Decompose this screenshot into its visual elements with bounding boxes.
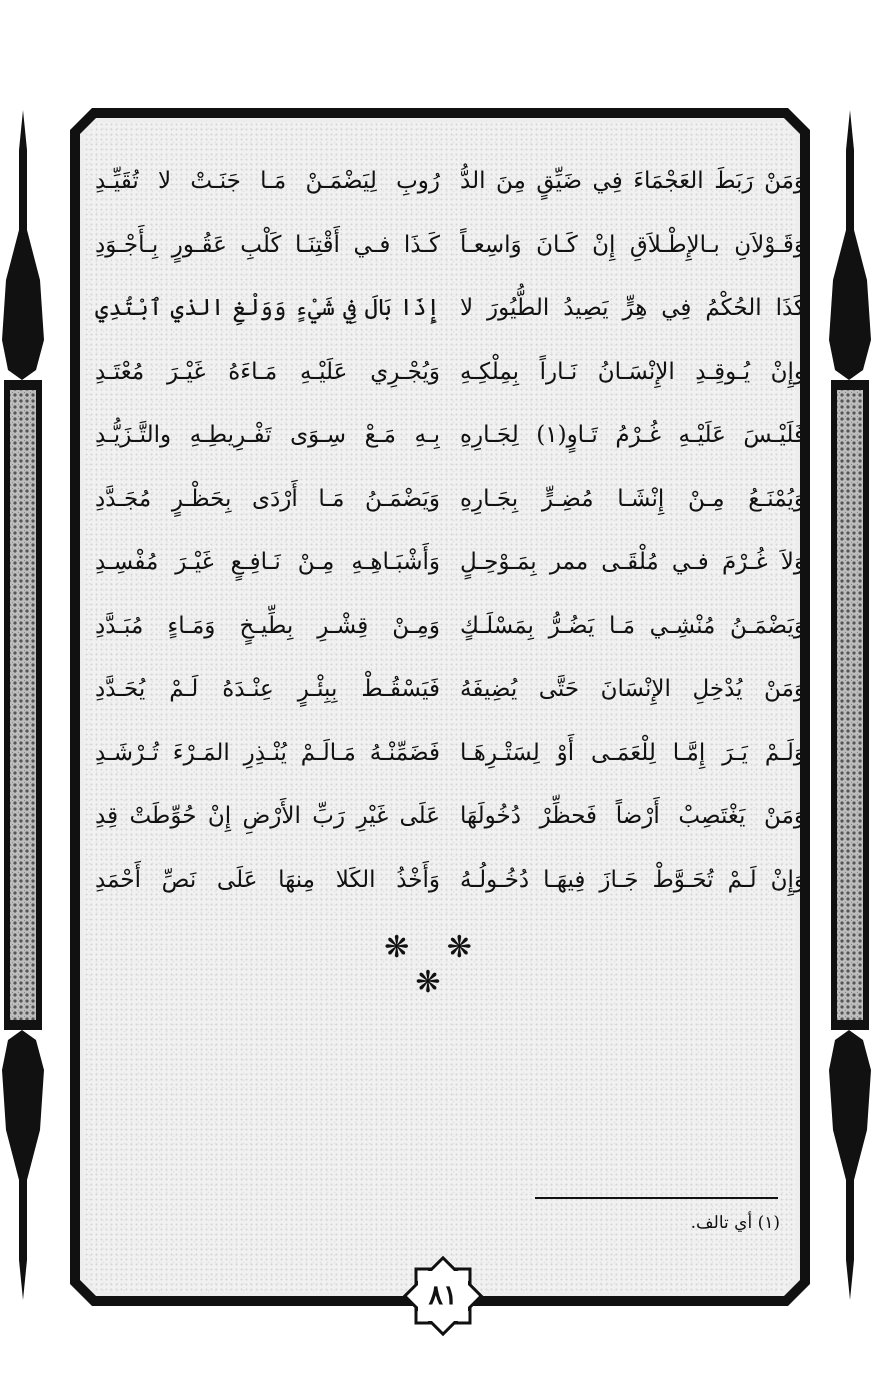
verse-line: وَأَشْبَـاهِـهِ مِـنْ نَـافِـعٍ غَيْـرَ مُفْسِـدِ <box>95 549 440 575</box>
verse-line: وَقَـوْلاَنِ بـالإِطْـلاَقِ إِنْ كَـانَ وَاسِعـاً <box>460 231 805 258</box>
verse-line: وَمِـنْ قِشْـرِ بِطِّيـخٍ وَمَـاءٍ مُبَـدَّدِ <box>95 612 440 639</box>
verse-line: فَيَسْقُـطْ بِبِئْـرٍ عِنْـدَهُ لَـمْ يُحَـدَّدِ <box>95 676 440 702</box>
verse-line: وَلاَ غُـرْمَ فـي مُلْقَـى ممر بِمَـوْحِـلٍ <box>460 549 805 575</box>
verse-line: وَيَضْمَـنُ مَـا أَرْدَى بِحَظْـرٍ مُجَـدَّدِ <box>95 485 440 512</box>
verse-line: فَلَيْـسَ عَلَيْـهِ غُـرْمُ تَـاوٍ(١) لِجَـارِهِ <box>460 422 805 448</box>
verse-line: وَمَنْ يُدْخِلِ الإِنْسَانَ حَتَّى يُضِيفَهُ <box>460 676 805 702</box>
verse-line: كَذَا الحُكْمُ فِي هِرٍّ يَصِيدُ الطُّيُورَ لا <box>460 295 805 321</box>
footnote: (١) أي تالف. <box>690 1213 780 1233</box>
page-number-badge <box>397 1250 489 1342</box>
verse-line: وَمَنْ رَبَطَ العَجْمَاءَ فِي ضَيِّقٍ مِنَ الدُّ <box>460 168 805 194</box>
verse-line: وَأَخْذُ الكَلا مِنهَا عَلَى نَصِّ أَحْمَدِ <box>95 866 440 893</box>
verse-line: رُوبِ لِيَضْمَـنْ مَـا جَنَـتْ لا تُقَيِّـدِ <box>95 168 440 194</box>
page-number: ٨١ <box>428 1280 458 1311</box>
verse-line: إِذَا بَالَ فِي شَيْءٍ وَوَلْغِ الذي ٱبْتُدِي <box>95 295 440 321</box>
verse-line: وَيَضْمَـنُ مُنْشِـي مَـا يَضُـرُّ بِمَسْلَـكٍ <box>460 612 805 639</box>
verses-right-column <box>460 150 805 912</box>
verse-line: وإِنْ يُـوقِـدِ الإِنْسَـانُ نَـاراً بِمِلْكِـهِ <box>460 358 805 385</box>
left-border-ornament <box>0 110 46 1300</box>
verse-line: عَلَى غَيْرِ رَبِّ الأَرْضِ إِنْ حُوِّطَتْ قِدِ <box>95 803 440 829</box>
verse-line: بِـهِ مَـعْ سِـوَى تَفْـرِيطِـهِ والتَّـزَيُّـدِ <box>95 422 440 448</box>
footnote-rule <box>535 1197 778 1199</box>
verse-line: وَيُجْـرِي عَلَيْـهِ مَـاءَهُ غَيْـرَ مُعْتَـدِ <box>95 358 440 385</box>
verse-line: وَمَنْ يَغْتَصِبْ أَرْضاً فَحظِّرْ دُخُولَهَا <box>460 803 805 829</box>
right-border-ornament <box>827 110 873 1300</box>
verse-line: وَلَـمْ يَـرَ إِمَّـا لِلْعَمَـى أَوْ لِسَتْـرِهَـا <box>460 739 805 766</box>
verse-line: وَإِنْ لَـمْ تُحَـوَّطْ جَـازَ فِيهَـا دُخُـولُـهُ <box>460 866 805 893</box>
verses-left-column <box>95 150 440 912</box>
verse-line: وَيُمْنَـعُ مِـنْ إِنْشَـا مُضِـرٍّ بِجَـارِهِ <box>460 485 805 512</box>
section-separator: ❋ ❋ ❋ <box>384 930 486 1000</box>
verse-line: كَـذَا فـي أَقْتِنَـا كَلْبِ عَقُـورٍ بِـأَجْـوَدِ <box>95 231 440 258</box>
verse-line: فَضَمِّنْـهُ مَـالَـمْ يُنْـذِرِ المَـرْءَ تُـرْشَـدِ <box>95 739 440 766</box>
